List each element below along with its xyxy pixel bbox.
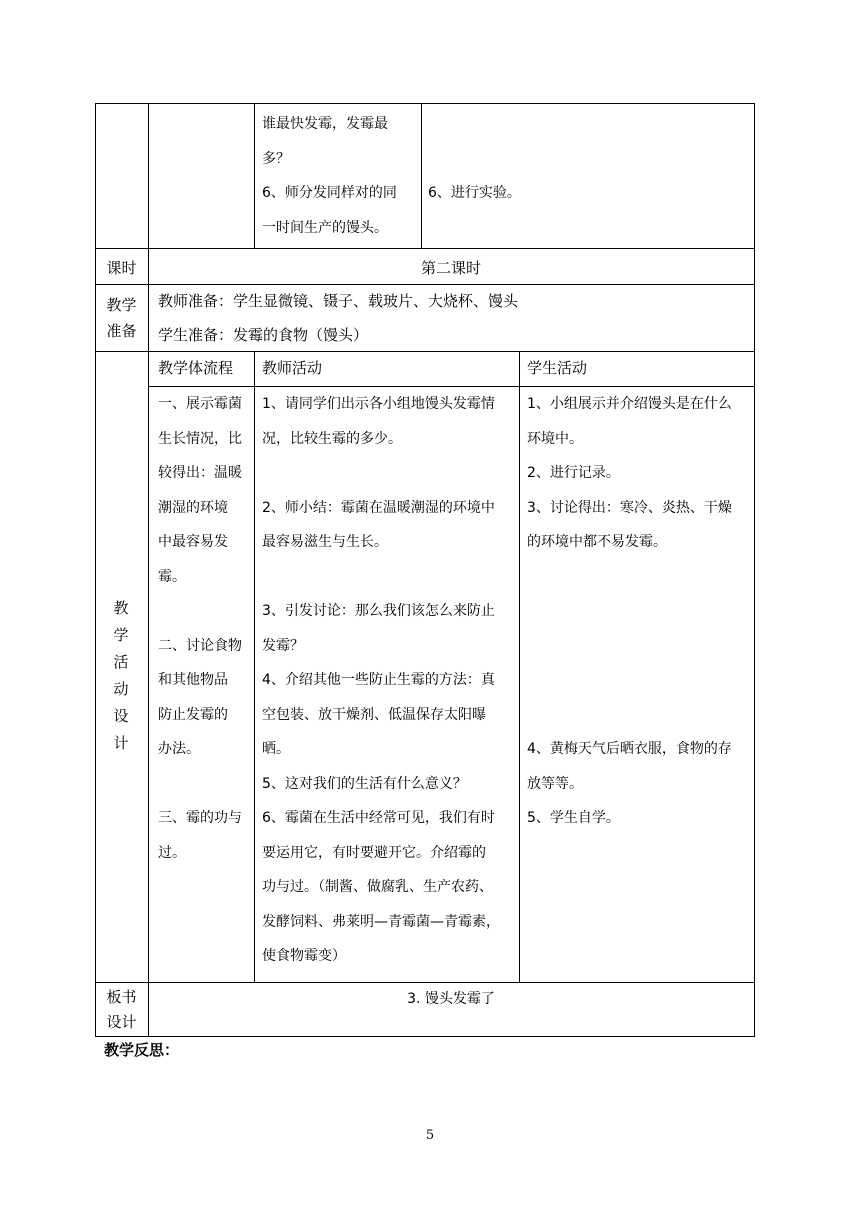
- col-line: [254, 103, 255, 249]
- table-bottom-border: [95, 1036, 755, 1037]
- flow-line: 防止发霉的: [158, 706, 228, 723]
- student-line: [527, 560, 751, 595]
- header-teacher: 教师活动: [262, 359, 323, 377]
- student-line: 的环境中都不易发霉。: [527, 534, 667, 550]
- lesson-value: 第二课时: [420, 259, 481, 277]
- flow-line: 霉。: [158, 568, 186, 585]
- col-line: [421, 103, 422, 249]
- row-line: [95, 248, 755, 249]
- text-line: 谁最快发霉，发霉最: [262, 116, 388, 132]
- teacher-line: 2、师小结：霉菌在温暖潮湿的环境中: [262, 499, 495, 516]
- student-line: [527, 629, 751, 664]
- side-char: 教: [113, 599, 129, 617]
- teacher-line: 功与过。（制酱、做腐乳、生产农药、: [262, 879, 493, 895]
- teacher-line: 要运用它，有时要避开它。介绍霉的: [262, 844, 486, 861]
- flow-line: 一、展示霉菌: [158, 396, 242, 412]
- row-line: [95, 982, 755, 983]
- teacher-line: 使食物霉变）: [262, 948, 346, 964]
- lesson-label: 课时: [106, 259, 137, 277]
- col-line: [148, 103, 149, 249]
- teacher-line: 5、这对我们的生活有什么意义？: [262, 775, 467, 792]
- flow-line: 办法。: [158, 741, 200, 757]
- student-line: 4、黄梅天气后晒衣服，食物的存: [527, 741, 732, 757]
- board-label-2: 设计: [106, 1013, 137, 1031]
- flow-line: 较得出：温暖: [158, 465, 242, 481]
- teacher-prep-text: 教师准备：学生显微镜、镊子、载玻片、大烧杯、馒头: [158, 292, 519, 310]
- teacher-line: 6、霉菌在生活中经常可见，我们有时: [262, 810, 495, 826]
- student-line: [527, 594, 751, 629]
- side-char: 计: [113, 734, 129, 752]
- flow-column: [158, 387, 250, 870]
- student-line: 2、进行记录。: [527, 465, 620, 481]
- activity-side-label: [106, 595, 136, 757]
- table-right-border: [754, 103, 755, 1037]
- teacher-line: 4、介绍其他一些防止生霉的方法：真: [262, 672, 495, 688]
- table-top-border: [95, 103, 755, 104]
- table-left-border: [95, 103, 96, 1037]
- flow-line: 生长情况，比: [158, 430, 242, 447]
- teacher-line: 1、请同学们出示各小组地馒头发霉情: [262, 396, 495, 412]
- student-line: 5、学生自学。: [527, 810, 620, 826]
- text-line: 多？: [262, 150, 290, 167]
- board-label-1: 板书: [106, 988, 137, 1006]
- top-teacher-cell: [262, 107, 418, 245]
- prep-label-1: 教学: [106, 296, 137, 314]
- teacher-line: 况，比较生霉的多少。: [262, 430, 402, 447]
- flow-line: 潮湿的环境: [158, 499, 228, 516]
- teacher-line: 3、引发讨论：那么我们该怎么来防止: [262, 603, 495, 619]
- side-char: 设: [113, 707, 129, 725]
- teacher-line: 最容易滋生与生长。: [262, 534, 388, 550]
- reflection-label: 教学反思：: [104, 1041, 180, 1059]
- teacher-line: [262, 560, 516, 595]
- student-line: 环境中。: [527, 430, 583, 447]
- teacher-line: 晒。: [262, 741, 290, 757]
- student-line: 1、小组展示并介绍馒头是在什么: [527, 396, 732, 412]
- teacher-line: [262, 456, 516, 491]
- header-student: 学生活动: [527, 359, 588, 377]
- side-char: 动: [113, 680, 129, 698]
- col-line: [148, 248, 149, 1037]
- teacher-activity-column: [262, 387, 516, 974]
- student-line: 放等等。: [527, 775, 583, 792]
- flow-line: 三、霉的功与: [158, 810, 242, 826]
- student-prep-text: 学生准备：发霉的食物（馒头）: [158, 326, 369, 344]
- teacher-line: 发酵饲料、弗莱明—青霉菌—青霉素，: [262, 913, 500, 930]
- flow-line: [158, 594, 250, 629]
- flow-line: 和其他物品: [158, 672, 228, 688]
- side-char: 学: [113, 626, 129, 644]
- student-activity-column: [527, 387, 751, 836]
- board-value: 3. 馒头发霉了: [407, 991, 495, 1007]
- teacher-line: 发霉？: [262, 637, 304, 654]
- side-char: 活: [113, 653, 129, 671]
- flow-line: 中最容易发: [158, 534, 228, 550]
- teacher-line: 空包装、放干燥剂、低温保存太阳曝: [262, 706, 486, 723]
- prep-label-2: 准备: [106, 322, 137, 340]
- flow-line: 过。: [158, 844, 186, 861]
- header-flow: 教学体流程: [158, 359, 234, 377]
- top-student-cell: 6、进行实验。: [428, 185, 521, 201]
- col-line: [519, 351, 520, 983]
- text-line: 一时间生产的馒头。: [262, 219, 388, 236]
- flow-line: [158, 767, 250, 802]
- page-number: 5: [425, 1128, 435, 1143]
- flow-line: 二、讨论食物: [158, 637, 242, 654]
- text-line: 6、师分发同样对的同: [262, 185, 397, 201]
- student-line: 3、讨论得出：寒冷、炎热、干燥: [527, 499, 732, 516]
- student-line: [527, 663, 751, 698]
- student-line: [527, 698, 751, 733]
- col-line: [254, 351, 255, 983]
